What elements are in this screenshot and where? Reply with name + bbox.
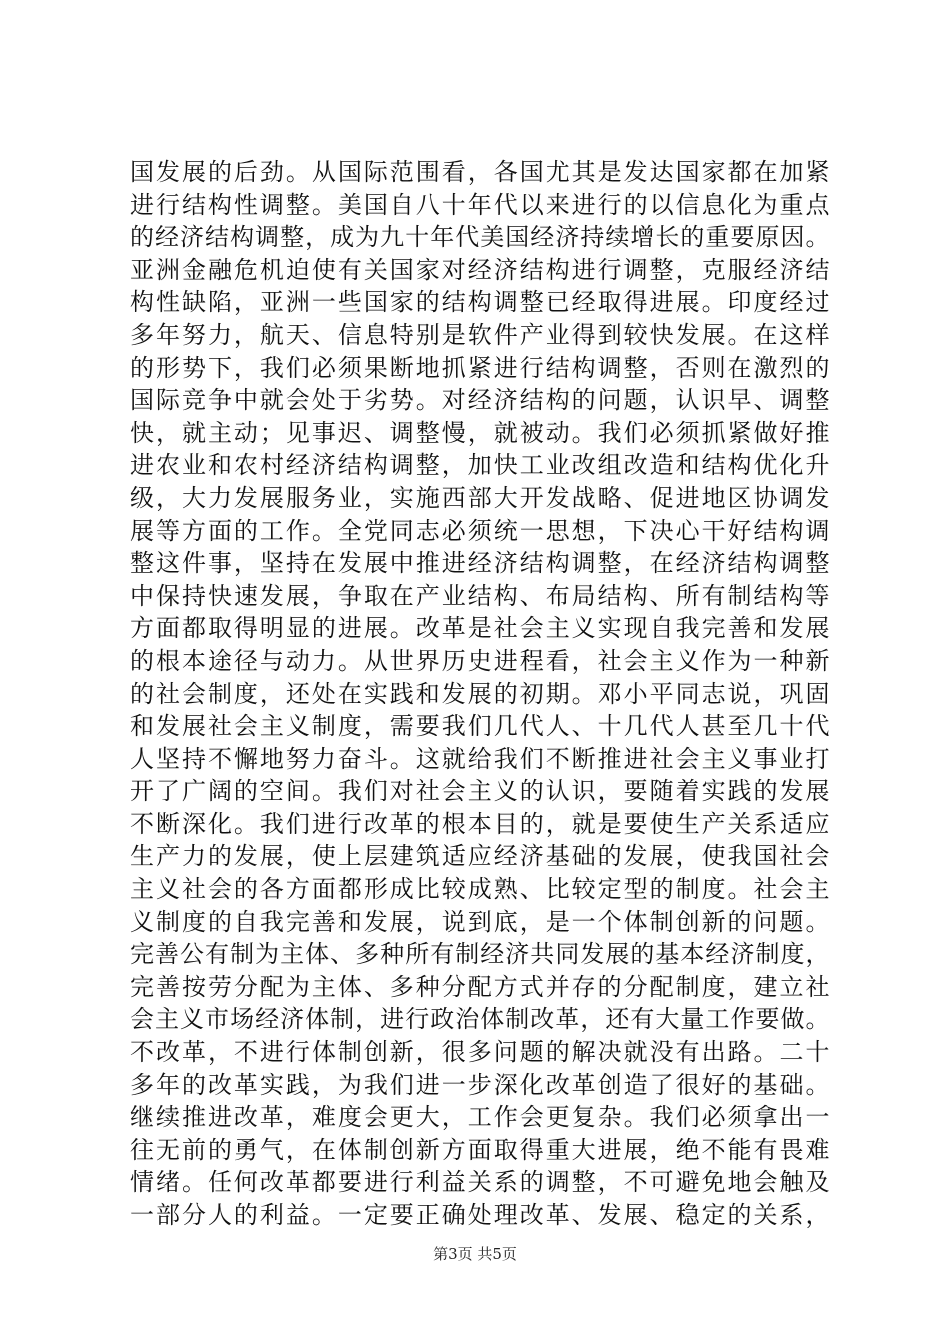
text-line: 完善按劳分配为主体、多种分配方式并存的分配制度，建立社	[130, 972, 830, 1001]
text-line: 方面都取得明显的进展。改革是社会主义实现自我完善和发展	[130, 614, 830, 643]
page-footer	[0, 1244, 950, 1264]
text-line: 多年努力，航天、信息特别是软件产业得到较快发展。在这样	[130, 320, 830, 349]
text-line: 中保持快速发展，争取在产业结构、布局结构、所有制结构等	[130, 581, 830, 610]
text-line: 整这件事，坚持在发展中推进经济结构调整，在经济结构调整	[130, 549, 830, 578]
text-line: 级，大力发展服务业，实施西部大开发战略、促进地区协调发	[130, 483, 830, 512]
text-line: 完善公有制为主体、多种所有制经济共同发展的基本经济制度，	[130, 940, 830, 969]
text-line: 进行结构性调整。美国自八十年代以来进行的以信息化为重点	[130, 190, 830, 219]
text-line: 的根本途径与动力。从世界历史进程看，社会主义作为一种新	[130, 646, 830, 675]
text-line: 快，就主动；见事迟、调整慢，就被动。我们必须抓紧做好推	[130, 418, 830, 447]
text-line: 亚洲金融危机迫使有关国家对经济结构进行调整，克服经济结	[130, 255, 830, 284]
page-number: 第3页 共5页	[433, 1245, 517, 1263]
text-line: 进农业和农村经济结构调整，加快工业改组改造和结构优化升	[130, 451, 830, 480]
text-line: 开了广阔的空间。我们对社会主义的认识，要随着实践的发展	[130, 777, 830, 806]
text-line: 会主义市场经济体制，进行政治体制改革，还有大量工作要做。	[130, 1005, 830, 1034]
text-line: 和发展社会主义制度，需要我们几代人、十几代人甚至几十代	[130, 712, 830, 741]
text-line: 生产力的发展，使上层建筑适应经济基础的发展，使我国社会	[130, 842, 830, 871]
text-line: 义制度的自我完善和发展，说到底，是一个体制创新的问题。	[130, 907, 830, 936]
text-line: 不断深化。我们进行改革的根本目的，就是要使生产关系适应	[130, 809, 830, 838]
text-line: 国发展的后劲。从国际范围看，各国尤其是发达国家都在加紧	[130, 158, 830, 186]
text-line: 的经济结构调整，成为九十年代美国经济持续增长的重要原因。	[130, 223, 830, 252]
text-line: 人坚持不懈地努力奋斗。这就给我们不断推进社会主义事业打	[130, 744, 830, 773]
text-line: 情绪。任何改革都要进行利益关系的调整，不可避免地会触及	[130, 1168, 830, 1197]
text-line: 的形势下，我们必须果断地抓紧进行结构调整，否则在激烈的	[130, 353, 830, 382]
text-line: 国际竞争中就会处于劣势。对经济结构的问题，认识早、调整	[130, 386, 830, 415]
text-line: 往无前的勇气，在体制创新方面取得重大进展，绝不能有畏难	[130, 1135, 830, 1164]
text-line: 构性缺陷，亚洲一些国家的结构调整已经取得进展。印度经过	[130, 288, 830, 317]
text-line: 多年的改革实践，为我们进一步深化改革创造了很好的基础。	[130, 1070, 830, 1099]
text-line: 继续推进改革，难度会更大，工作会更复杂。我们必须拿出一	[130, 1103, 830, 1132]
text-line: 主义社会的各方面都形成比较成熟、比较定型的制度。社会主	[130, 875, 830, 904]
text-line: 展等方面的工作。全党同志必须统一思想，下决心干好结构调	[130, 516, 830, 545]
text-line: 的社会制度，还处在实践和发展的初期。邓小平同志说，巩固	[130, 679, 830, 708]
body-text	[130, 156, 830, 1232]
text-line: 不改革，不进行体制创新，很多问题的解决就没有出路。二十	[130, 1038, 830, 1067]
text-line: 一部分人的利益。一定要正确处理改革、发展、稳定的关系，	[130, 1201, 830, 1229]
